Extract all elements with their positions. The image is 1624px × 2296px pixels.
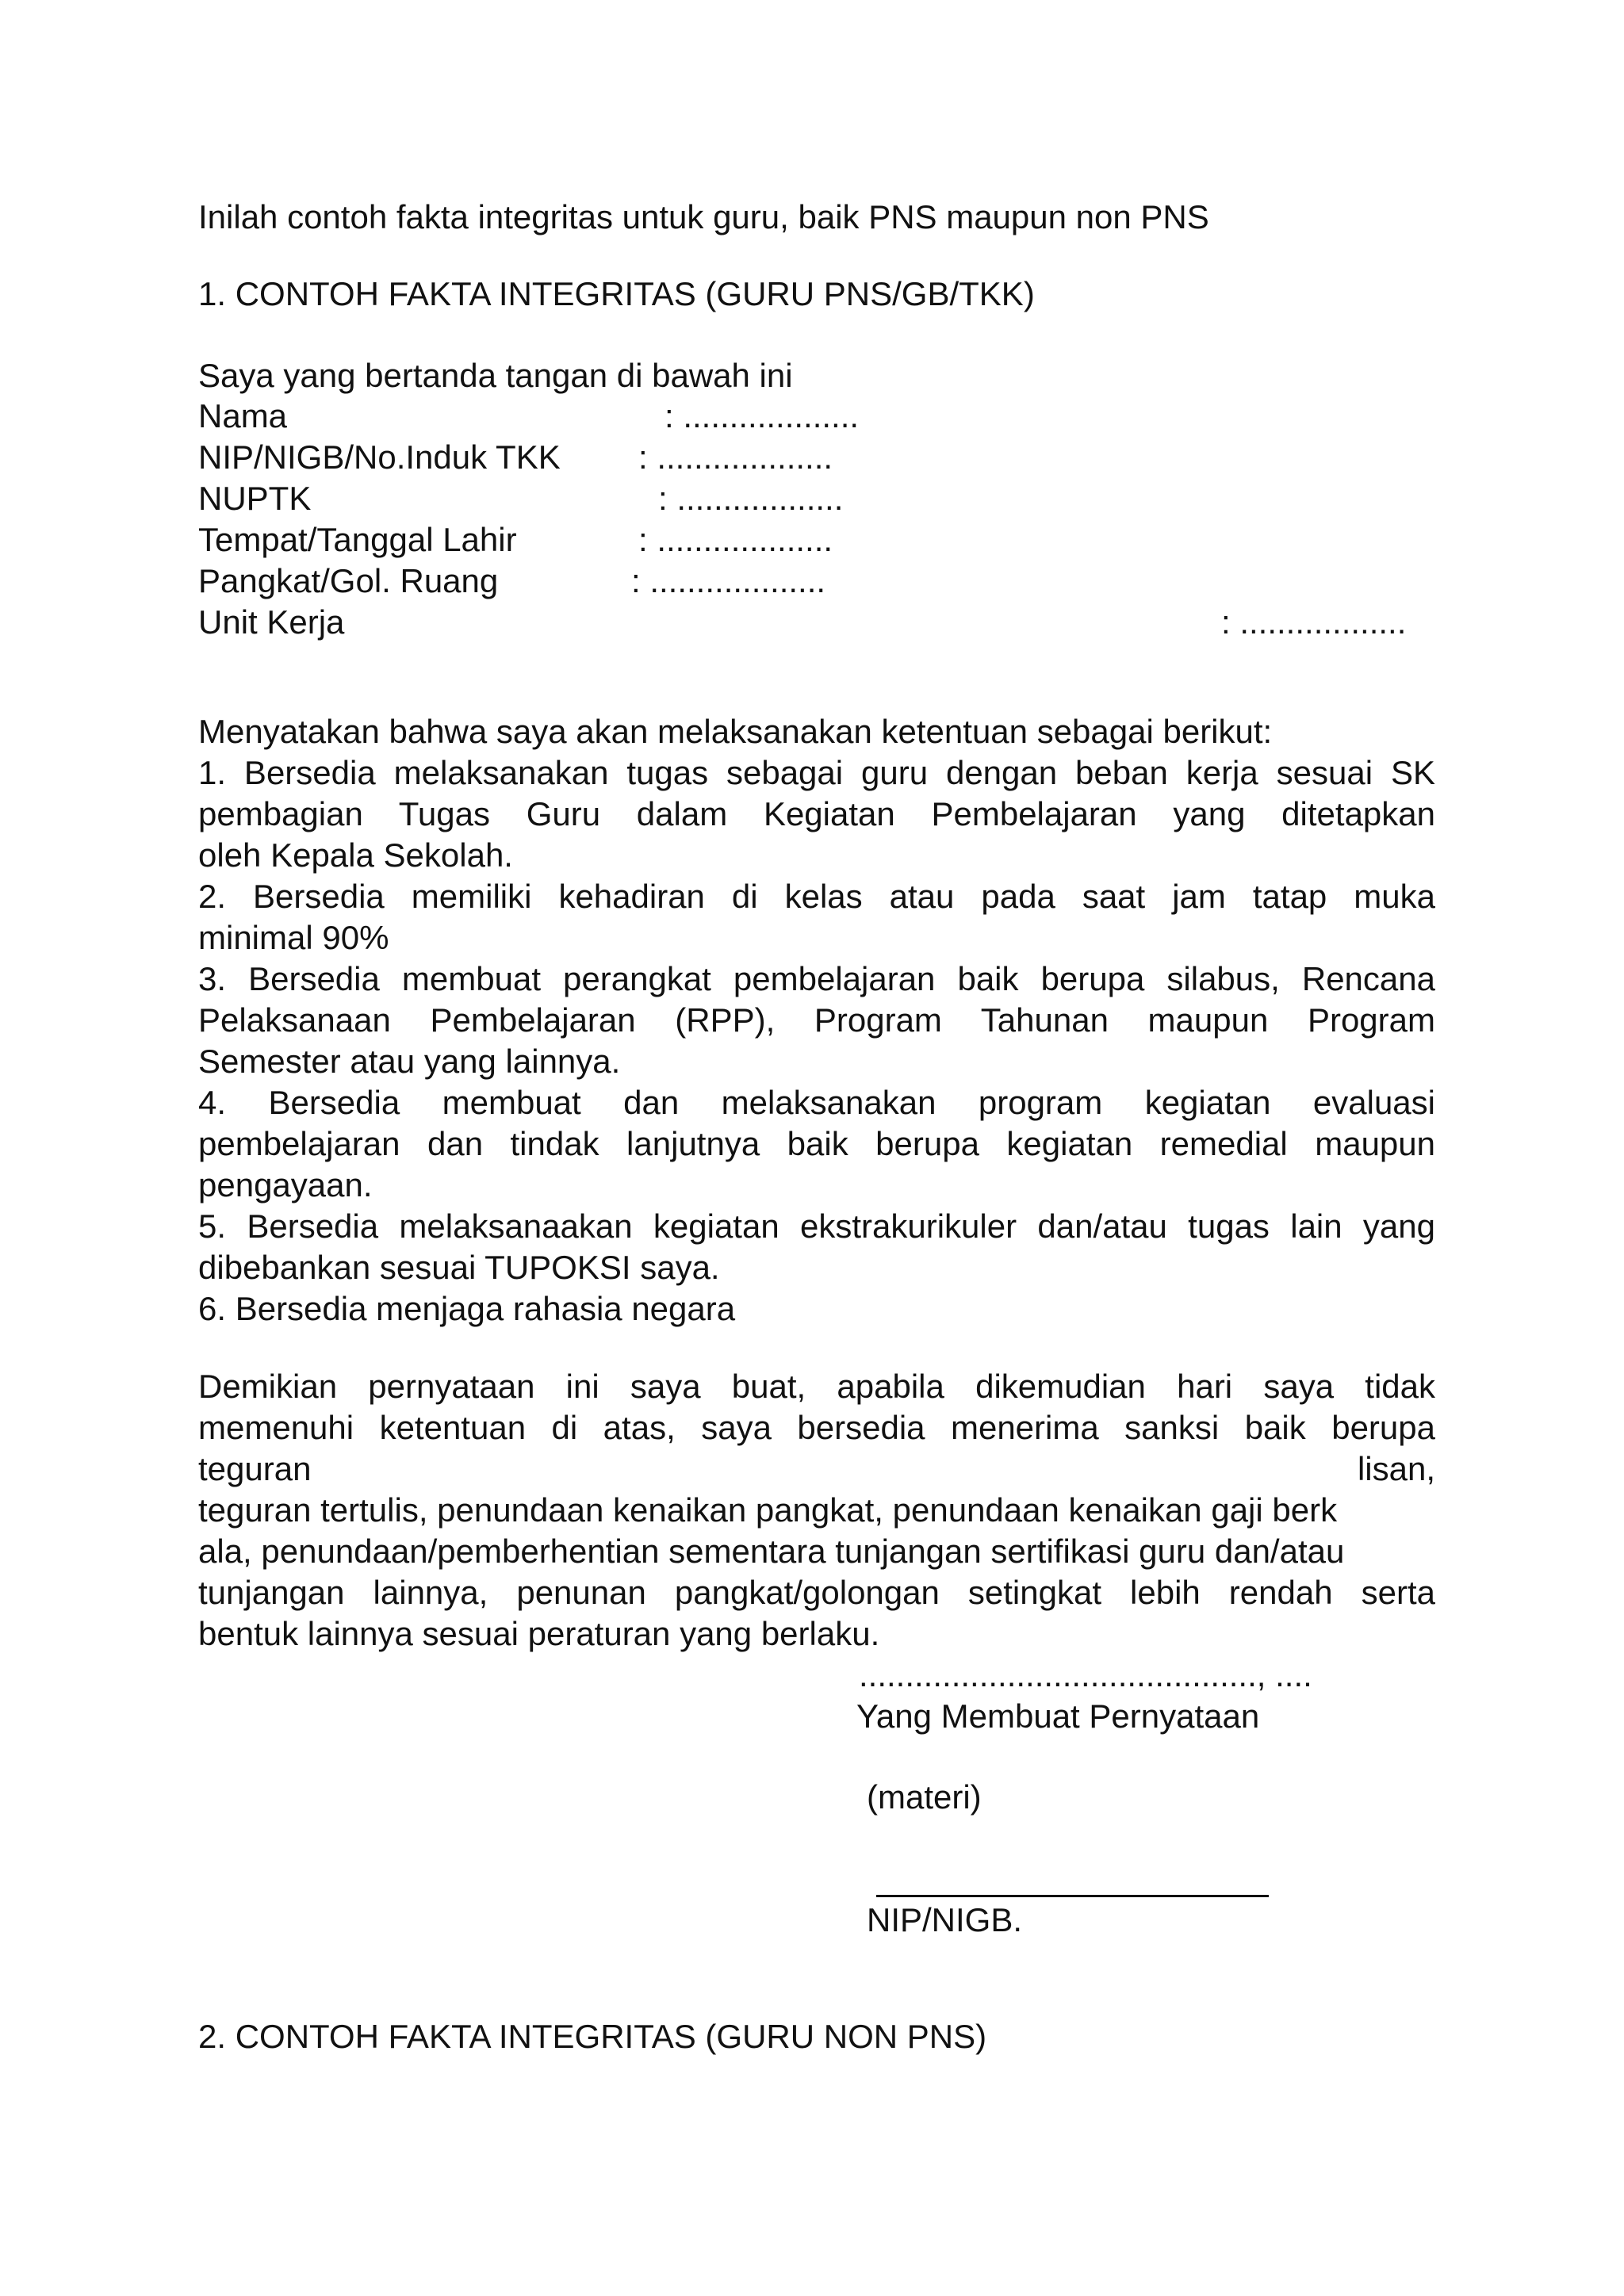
item-2-line-2: minimal 90% <box>198 919 389 956</box>
signature-materai: (materi) <box>867 1778 982 1816</box>
item-1-line-3: oleh Kepala Sekolah. <box>198 836 513 874</box>
field-value-nip: : ................... <box>638 438 833 476</box>
item-3-line-3: Semester atau yang lainnya. <box>198 1043 621 1080</box>
field-label-nip: NIP/NIGB/No.Induk TKK <box>198 438 561 476</box>
item-1-line-2: pembagian Tugas Guru dalam Kegiatan Pembelajaran yang ditetapkan <box>198 795 1435 832</box>
item-4-line-3: pengayaan. <box>198 1166 373 1203</box>
item-6-line-1: 6. Bersedia menjaga rahasia negara <box>198 1290 736 1327</box>
field-label-nama: Nama <box>198 397 288 434</box>
declarant-intro: Saya yang bertanda tangan di bawah ini <box>198 357 793 394</box>
closing-line-3-left: teguran <box>198 1450 312 1487</box>
closing-line-7: bentuk lainnya sesuai peraturan yang berlaku. <box>198 1615 880 1652</box>
item-4-line-1: 4. Bersedia membuat dan melaksanakan program kegiatan evaluasi <box>198 1084 1435 1121</box>
signature-id-label: NIP/NIGB. <box>867 1901 1023 1938</box>
item-2-line-1: 2. Bersedia memiliki kehadiran di kelas atau pada saat jam tatap muka <box>198 878 1435 915</box>
closing-line-3-right: lisan, <box>1357 1450 1435 1487</box>
item-3-line-1: 3. Bersedia membuat perangkat pembelajaran baik berupa silabus, Rencana <box>198 960 1435 997</box>
closing-line-4: teguran tertulis, penundaan kenaikan pangkat, penundaan kenaikan gaji berk <box>198 1491 1338 1529</box>
intro-text: Inilah contoh fakta integritas untuk guru, baik PNS maupun non PNS <box>198 198 1209 235</box>
item-5-line-2: dibebankan sesuai TUPOKSI saya. <box>198 1249 720 1286</box>
field-label-nuptk: NUPTK <box>198 480 312 517</box>
field-label-pangkat: Pangkat/Gol. Ruang <box>198 562 499 599</box>
closing-line-1: Demikian pernyataan ini saya buat, apabila dikemudian hari saya tidak <box>198 1368 1435 1405</box>
field-value-nama: : ................... <box>665 397 860 434</box>
signature-title: Yang Membuat Pernyataan <box>856 1697 1260 1735</box>
item-5-line-1: 5. Bersedia melaksanaakan kegiatan ekstrakurikuler dan/atau tugas lain yang <box>198 1207 1435 1245</box>
field-label-unit-kerja: Unit Kerja <box>198 603 345 641</box>
closing-line-5: ala, penundaan/pemberhentian sementara tunjangan sertifikasi guru dan/atau <box>198 1533 1345 1570</box>
signature-line <box>876 1895 1269 1897</box>
item-1-line-1: 1. Bersedia melaksanakan tugas sebagai guru dengan beban kerja sesuai SK <box>198 754 1435 791</box>
field-value-unit-kerja: : .................. <box>1221 603 1407 641</box>
field-label-ttl: Tempat/Tanggal Lahir <box>198 521 517 558</box>
section-2-title: 2. CONTOH FAKTA INTEGRITAS (GURU NON PNS) <box>198 2018 987 2055</box>
item-3-line-2: Pelaksanaan Pembelajaran (RPP), Program Tahunan maupun Program <box>198 1001 1435 1039</box>
closing-line-2: memenuhi ketentuan di atas, saya bersedia menerima sanksi baik berupa <box>198 1409 1435 1446</box>
statement-intro: Menyatakan bahwa saya akan melaksanakan ketentuan sebagai berikut: <box>198 713 1273 750</box>
signature-place-date: ..........................................., .... <box>859 1656 1312 1693</box>
section-1-title: 1. CONTOH FAKTA INTEGRITAS (GURU PNS/GB/TKK) <box>198 275 1035 312</box>
item-4-line-2: pembelajaran dan tindak lanjutnya baik berupa kegiatan remedial maupun <box>198 1125 1435 1162</box>
closing-line-6: tunjangan lainnya, penunan pangkat/golongan setingkat lebih rendah serta <box>198 1574 1435 1611</box>
field-value-pangkat: : ................... <box>631 562 826 599</box>
field-value-nuptk: : .................. <box>658 480 844 517</box>
field-value-ttl: : ................... <box>638 521 833 558</box>
